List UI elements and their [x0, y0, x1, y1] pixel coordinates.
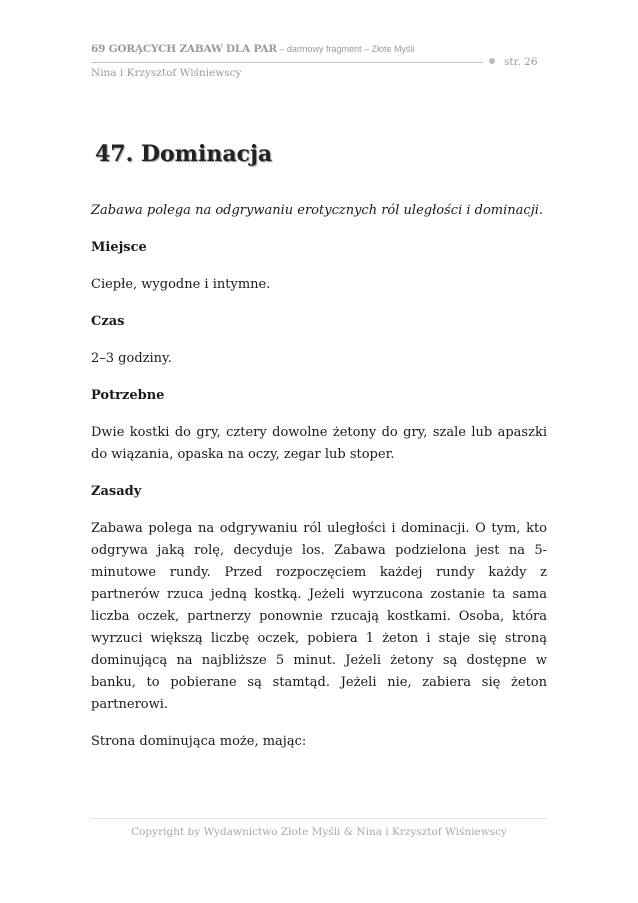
time-paragraph: 2–3 godziny.	[91, 351, 172, 366]
page-number	[489, 56, 538, 68]
chapter-title: 47. Dominacja	[95, 141, 273, 167]
place-paragraph: Ciepłe, wygodne i intymne.	[91, 277, 271, 292]
publisher-name: Złote Myśli	[371, 44, 415, 54]
book-title: 69 GORĄCYCH ZABAW DLA PAR	[91, 43, 277, 55]
header-divider	[91, 62, 483, 63]
rules-heading: Zasady	[91, 484, 142, 499]
page-header	[91, 43, 547, 85]
fragment-note: – darmowy fragment –	[276, 44, 372, 54]
needed-paragraph: Dwie kostki do gry, cztery dowolne żetony do gry, szale lub apaszki do wiązania, opaska na oczy, zegar lub stoper.	[91, 425, 547, 462]
intro-paragraph: Zabawa polega na odgrywaniu erotycznych ról uległości i dominacji.	[91, 203, 544, 218]
footer-copyright: Copyright by Wydawnictwo Złote Myśli & Nina i Krzysztof Wiśniewscy	[131, 826, 507, 838]
chapter-content	[91, 200, 547, 768]
place-heading: Miejsce	[91, 240, 147, 255]
rules-paragraph: Zabawa polega na odgrywaniu ról uległości i dominacji. O tym, kto odgrywa jaką rolę, decyduje los. Zabawa podzielona jest na 5-minutowe rundy. Przed rozpoczęciem każdej rundy każdy z partnerów rzuca jedną kostką. Jeżeli wyrzucona zostanie ta sama liczba oczek, partnerzy ponownie rzucają kostkami. Osoba, która wyrzuci większą liczbę oczek, pobiera 1 żeton i staje się stroną dominującą na najbliższe 5 minut. Jeżeli żetony są dostępne w banku, to pobierane są stamtąd. Jeżeli nie, zabiera się żeton partnerowi.	[91, 521, 547, 712]
needed-heading: Potrzebne	[91, 388, 165, 403]
footer-divider	[91, 818, 547, 819]
time-heading: Czas	[91, 314, 125, 329]
closing-paragraph: Strona dominująca może, mając:	[91, 734, 307, 749]
header-book-line	[91, 43, 414, 55]
page-number-label: str. 26	[504, 56, 538, 68]
header-authors: Nina i Krzysztof Wiśniewscy	[91, 67, 242, 79]
bullet-dot-icon	[489, 58, 495, 64]
